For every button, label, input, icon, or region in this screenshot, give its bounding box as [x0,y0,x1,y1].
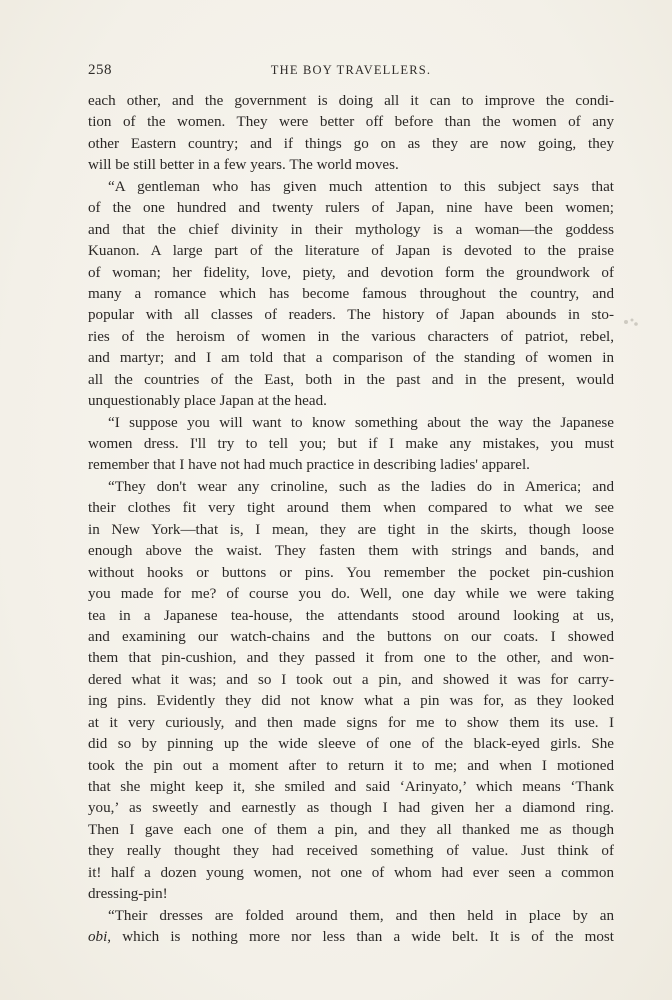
text-line: women dress. I'll try to tell you; but if I make any mistakes, you must [88,436,614,452]
text-line: ries of the heroism of women in the various characters of patriot, rebel, [88,328,614,345]
text-line: their clothes fit very tight around them when compared to what we see [88,500,614,517]
text-line: “A gentleman who has given much attention to this subject says that [108,178,614,195]
text-line: they really thought they had received something of value. Just think of [88,843,614,860]
text-line: and that the chief divinity in their mythology is a woman—the goddess [88,221,614,238]
text-line: “I suppose you will want to know something about the way the Japanese [108,414,614,431]
text-line: many a romance which has become famous throughout the country, and [88,285,614,302]
text-line: other Eastern country; and if things go on as they are now going, they [88,135,614,152]
text-line: unquestionably place Japan at the head. [88,393,327,410]
text-line: remember that I have not had much practice in describing ladies' apparel. [88,457,530,474]
text-line: it! half a dozen young women, not one of whom had ever seen a common [88,864,614,881]
text-line: will be still better in a few years. The world moves. [88,157,399,174]
page-header [88,62,614,84]
page-number: 258 [88,62,112,78]
text-line: ing pins. Evidently they did not know what a pin was for, as they looked [88,693,614,710]
running-head: THE BOY TRAVELLERS. [270,63,432,77]
text-line: obi, which is nothing more nor less than a wide belt. It is of the most [88,929,614,946]
text-line: them that pin-cushion, and they passed it from one to the other, and won- [88,650,614,667]
text-line: of woman; her fidelity, love, piety, and devotion form the groundwork of [88,264,614,281]
text-line: and examining our watch-chains and the buttons on our coats. I showed [88,628,614,645]
text-line: tea in a Japanese tea-house, the attendants stood around looking at us, [88,607,614,624]
margin-smudge-icon [620,314,642,330]
text-line: and martyr; and I am told that a comparison of the standing of women in [88,350,614,367]
text-line: took the pin out a moment after to return it to me; and when I motioned [88,757,614,774]
text-line: popular with all classes of readers. The history of Japan abounds in sto- [88,307,614,324]
text-line: each other, and the government is doing all it can to improve the condi- [88,93,614,109]
text-line: of the one hundred and twenty rulers of Japan, nine have been women; [88,200,614,217]
text-line: tion of the women. They were better off before than the women of any [88,114,614,131]
text-line: enough above the waist. They fasten them with strings and bands, and [88,543,614,560]
text-line: Then I gave each one of them a pin, and they all thanked me as though [88,821,614,838]
text-line: that she might keep it, she smiled and said ‘Arinyato,’ which means ‘Thank [88,779,614,795]
text-line: Kuanon. A large part of the literature of Japan is devoted to the praise [88,243,614,260]
text-line: “They don't wear any crinoline, such as the ladies do in America; and [108,478,614,495]
text-line: dered what it was; and so I took out a pin, and showed it was for carry- [88,671,614,688]
text-line: you made for me? of course you do. Well, one day while we were taking [88,586,614,603]
text-line: at it very curiously, and then made signs for me to show them its use. I [88,714,614,731]
text-line: dressing-pin! [88,886,168,903]
text-line: in New York—that is, I mean, they are tight in the skirts, though loose [88,521,614,538]
text-line: “Their dresses are folded around them, and then held in place by an [108,907,614,924]
text-line: all the countries of the East, both in the past and in the present, would [88,371,614,388]
body-text [88,91,614,949]
text-line: without hooks or buttons or pins. You remember the pocket pin-cushion [88,564,614,581]
text-line: you,’ as sweetly and earnestly as though I had given her a diamond ring. [88,800,614,817]
text-line: did so by pinning up the wide sleeve of one of the black-eyed girls. She [88,736,614,753]
